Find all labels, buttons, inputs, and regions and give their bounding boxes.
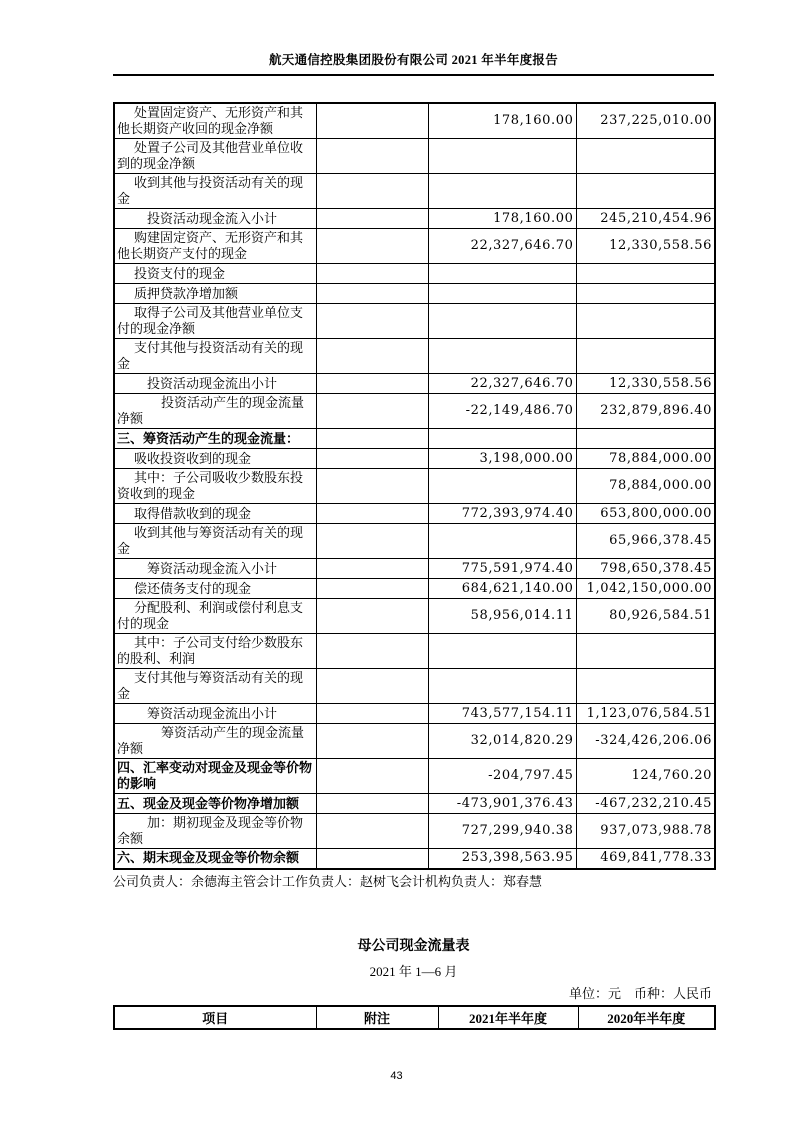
item-cell: 购建固定资产、无形资产和其他长期资产支付的现金 xyxy=(114,229,316,264)
header-note-cell: 附注 xyxy=(316,1006,438,1029)
value-2020-cell: 1,042,150,000.00 xyxy=(576,579,715,599)
consolidated-cash-flow-table xyxy=(113,102,716,870)
item-cell: 筹资活动现金流出小计 xyxy=(114,704,316,724)
table-row xyxy=(114,374,715,394)
item-cell: 加：期初现金及现金等价物余额 xyxy=(114,814,316,849)
value-2021-cell: 22,327,646.70 xyxy=(428,229,576,264)
item-cell: 质押贷款净增加额 xyxy=(114,284,316,304)
table-row xyxy=(114,469,715,504)
value-2020-cell: 65,966,378.45 xyxy=(576,524,715,559)
parent-company-statement-section xyxy=(113,938,714,1030)
item-cell: 收到其他与筹资活动有关的现金 xyxy=(114,524,316,559)
note-cell xyxy=(316,103,428,139)
note-cell xyxy=(316,849,428,869)
header-item-cell: 项目 xyxy=(114,1006,316,1029)
note-cell xyxy=(316,524,428,559)
item-cell: 六、期末现金及现金等价物余额 xyxy=(114,849,316,869)
unit-currency-note: 单位：元 币种：人民币 xyxy=(568,986,712,1001)
table-row xyxy=(114,794,715,814)
value-2021-cell: 684,621,140.00 xyxy=(428,579,576,599)
value-2020-cell: 245,210,454.96 xyxy=(576,209,715,229)
cash-flow-table-body xyxy=(114,103,715,869)
note-cell xyxy=(316,724,428,759)
note-cell xyxy=(316,599,428,634)
value-2020-cell xyxy=(576,429,715,449)
value-2020-cell: 78,884,000.00 xyxy=(576,449,715,469)
note-cell xyxy=(316,449,428,469)
value-2020-cell: 80,926,584.51 xyxy=(576,599,715,634)
note-cell xyxy=(316,394,428,429)
value-2021-cell xyxy=(428,429,576,449)
table-row xyxy=(114,449,715,469)
value-2020-cell: 12,330,558.56 xyxy=(576,229,715,264)
note-cell xyxy=(316,504,428,524)
value-2020-cell: 798,650,378.45 xyxy=(576,559,715,579)
note-cell xyxy=(316,559,428,579)
note-cell xyxy=(316,814,428,849)
value-2021-cell: 253,398,563.95 xyxy=(428,849,576,869)
header-divider-rule xyxy=(113,74,714,76)
note-cell xyxy=(316,429,428,449)
value-2020-cell xyxy=(576,634,715,669)
value-2020-cell: 469,841,778.33 xyxy=(576,849,715,869)
note-cell xyxy=(316,579,428,599)
item-cell: 五、现金及现金等价物净增加额 xyxy=(114,794,316,814)
table-row xyxy=(114,504,715,524)
table-row xyxy=(114,849,715,869)
table-row xyxy=(114,304,715,339)
report-header-title: 航天通信控股集团股份有限公司 2021 年半年度报告 xyxy=(268,53,559,67)
table-row xyxy=(114,814,715,849)
item-cell: 吸收投资收到的现金 xyxy=(114,449,316,469)
value-2021-cell: 58,956,014.11 xyxy=(428,599,576,634)
parent-statement-period: 2021 年 1—6 月 xyxy=(369,964,458,979)
value-2021-cell xyxy=(428,634,576,669)
value-2020-cell: 124,760.20 xyxy=(576,759,715,794)
value-2020-cell: 12,330,558.56 xyxy=(576,374,715,394)
value-2020-cell xyxy=(576,304,715,339)
note-cell xyxy=(316,704,428,724)
value-2021-cell: 743,577,154.11 xyxy=(428,704,576,724)
table-row xyxy=(114,174,715,209)
item-cell: 其中：子公司吸收少数股东投资收到的现金 xyxy=(114,469,316,504)
value-2020-cell: -324,426,206.06 xyxy=(576,724,715,759)
table-row xyxy=(114,139,715,174)
table-row xyxy=(114,704,715,724)
table-row xyxy=(114,724,715,759)
note-cell xyxy=(316,229,428,264)
value-2020-cell xyxy=(576,174,715,209)
value-2020-cell: 78,884,000.00 xyxy=(576,469,715,504)
item-cell: 投资活动现金流出小计 xyxy=(114,374,316,394)
value-2020-cell xyxy=(576,284,715,304)
note-cell xyxy=(316,339,428,374)
value-2020-cell: 237,225,010.00 xyxy=(576,103,715,139)
note-cell xyxy=(316,374,428,394)
item-cell: 其中：子公司支付给少数股东的股利、利润 xyxy=(114,634,316,669)
table-row xyxy=(114,264,715,284)
note-cell xyxy=(316,759,428,794)
table-row xyxy=(114,429,715,449)
table-row xyxy=(114,759,715,794)
item-cell: 投资活动现金流入小计 xyxy=(114,209,316,229)
item-cell: 投资支付的现金 xyxy=(114,264,316,284)
item-cell: 投资活动产生的现金流量净额 xyxy=(114,394,316,429)
value-2021-cell xyxy=(428,669,576,704)
table-row xyxy=(114,524,715,559)
table-row xyxy=(114,559,715,579)
item-cell: 处置固定资产、无形资产和其他长期资产收回的现金净额 xyxy=(114,103,316,139)
table-row xyxy=(114,229,715,264)
value-2020-cell: 1,123,076,584.51 xyxy=(576,704,715,724)
note-cell xyxy=(316,264,428,284)
value-2020-cell xyxy=(576,669,715,704)
value-2021-cell xyxy=(428,264,576,284)
table-row xyxy=(114,599,715,634)
table-row xyxy=(114,634,715,669)
value-2020-cell xyxy=(576,139,715,174)
note-cell xyxy=(316,284,428,304)
note-cell xyxy=(316,304,428,339)
value-2021-cell xyxy=(428,284,576,304)
table-header-row xyxy=(114,1006,715,1029)
note-cell xyxy=(316,174,428,209)
value-2021-cell: 178,160.00 xyxy=(428,103,576,139)
value-2021-cell: -473,901,376.43 xyxy=(428,794,576,814)
value-2020-cell: 653,800,000.00 xyxy=(576,504,715,524)
table-row xyxy=(114,103,715,139)
item-cell: 取得子公司及其他营业单位支付的现金净额 xyxy=(114,304,316,339)
header-2020-cell: 2020年半年度 xyxy=(578,1006,715,1029)
value-2020-cell: 937,073,988.78 xyxy=(576,814,715,849)
value-2021-cell xyxy=(428,139,576,174)
table-row xyxy=(114,284,715,304)
note-cell xyxy=(316,669,428,704)
value-2021-cell xyxy=(428,469,576,504)
item-cell: 三、筹资活动产生的现金流量： xyxy=(114,429,316,449)
table-row xyxy=(114,209,715,229)
value-2020-cell: 232,879,896.40 xyxy=(576,394,715,429)
value-2021-cell: 22,327,646.70 xyxy=(428,374,576,394)
value-2021-cell: 775,591,974.40 xyxy=(428,559,576,579)
value-2021-cell: -22,149,486.70 xyxy=(428,394,576,429)
page-number: 43 xyxy=(390,1070,403,1082)
value-2021-cell xyxy=(428,339,576,374)
value-2021-cell xyxy=(428,304,576,339)
value-2021-cell xyxy=(428,524,576,559)
table-row xyxy=(114,579,715,599)
item-cell: 筹资活动现金流入小计 xyxy=(114,559,316,579)
note-cell xyxy=(316,794,428,814)
item-cell: 分配股利、利润或偿付利息支付的现金 xyxy=(114,599,316,634)
item-cell: 偿还债务支付的现金 xyxy=(114,579,316,599)
parent-statement-title: 母公司现金流量表 xyxy=(357,939,470,954)
table-row xyxy=(114,394,715,429)
item-cell: 支付其他与筹资活动有关的现金 xyxy=(114,669,316,704)
note-cell xyxy=(316,209,428,229)
value-2021-cell: 178,160.00 xyxy=(428,209,576,229)
item-cell: 筹资活动产生的现金流量净额 xyxy=(114,724,316,759)
item-cell: 收到其他与投资活动有关的现金 xyxy=(114,174,316,209)
item-cell: 支付其他与投资活动有关的现金 xyxy=(114,339,316,374)
value-2021-cell: 727,299,940.38 xyxy=(428,814,576,849)
item-cell: 处置子公司及其他营业单位收到的现金净额 xyxy=(114,139,316,174)
value-2020-cell: -467,232,210.45 xyxy=(576,794,715,814)
item-cell: 取得借款收到的现金 xyxy=(114,504,316,524)
value-2021-cell: -204,797.45 xyxy=(428,759,576,794)
cash-flow-table-section xyxy=(113,102,715,890)
value-2021-cell: 32,014,820.29 xyxy=(428,724,576,759)
value-2020-cell xyxy=(576,264,715,284)
note-cell xyxy=(316,139,428,174)
value-2021-cell: 772,393,974.40 xyxy=(428,504,576,524)
value-2020-cell xyxy=(576,339,715,374)
item-cell: 四、汇率变动对现金及现金等价物的影响 xyxy=(114,759,316,794)
note-cell xyxy=(316,634,428,669)
value-2021-cell: 3,198,000.00 xyxy=(428,449,576,469)
header-2021-cell: 2021年半年度 xyxy=(438,1006,578,1029)
signatories-line: 公司负责人：余德海主管会计工作负责人：赵树飞会计机构负责人：郑春慧 xyxy=(113,873,543,889)
table-row xyxy=(114,669,715,704)
value-2021-cell xyxy=(428,174,576,209)
parent-cash-flow-table xyxy=(113,1005,716,1030)
table-row xyxy=(114,339,715,374)
note-cell xyxy=(316,469,428,504)
